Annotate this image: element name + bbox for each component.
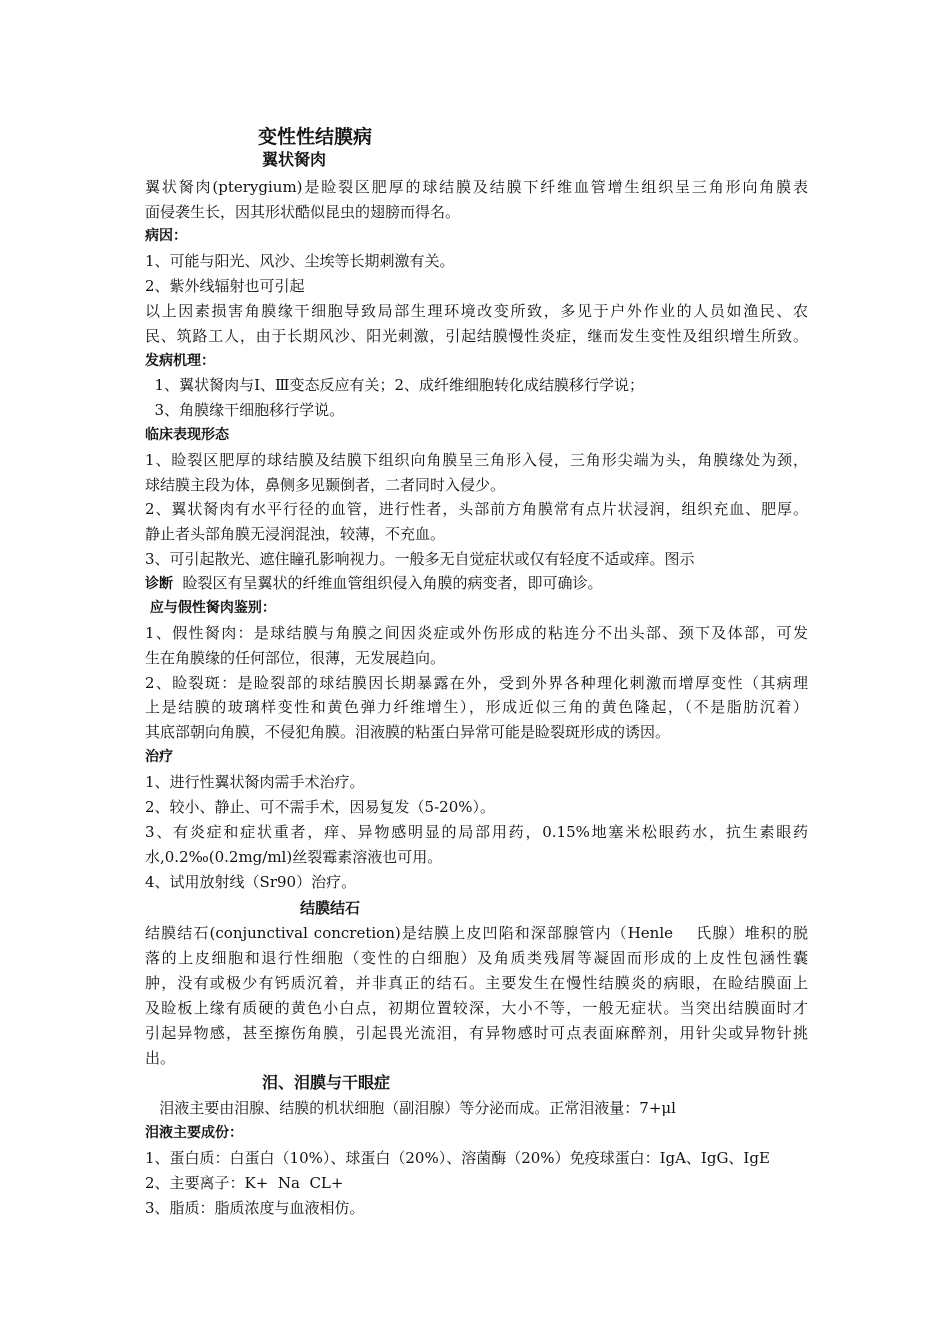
paragraph-line: 出。: [145, 1049, 176, 1067]
list-item: 1、蛋白质：白蛋白（10%）、球蛋白（20%）、溶菌酶（20%）免疫球蛋白：IgA、IgG、IgE: [145, 1149, 770, 1167]
list-item: 2、主要离子：K+ Na CL+: [145, 1174, 344, 1192]
paragraph-line: 2、睑裂斑：是睑裂部的球结膜因长期暴露在外，受到外界各种理化刺激而增厚变性（其病理: [145, 674, 808, 692]
paragraph-line: 以上因素损害角膜缘干细胞导致局部生理环境改变所致，多见于户外作业的人员如渔民、农: [145, 302, 808, 320]
paragraph-line: 及睑板上缘有质硬的黄色小白点，初期位置较深，大小不等，一般无症状。当突出结膜面时才: [145, 999, 808, 1017]
paragraph-line: 1、假性胬肉：是球结膜与角膜之间因炎症或外伤形成的粘连分不出头部、颈下及体部，可发: [145, 624, 808, 642]
list-item: 1、翼状胬肉与Ⅰ、Ⅲ变态反应有关；2、成纤维细胞转化成结膜移行学说；: [145, 376, 645, 394]
paragraph-line: 球结膜主段为体，鼻侧多见颞倒者，二者同时入侵少。: [145, 476, 506, 494]
paragraph-line: 2、翼状胬肉有水平行径的血管，进行性者，头部前方角膜常有点片状浸润，组织充血、肥厚。: [145, 500, 808, 518]
diagnosis-line: [145, 573, 603, 594]
clinical-label: 临床表现形态: [145, 427, 229, 443]
paragraph-line: 引起异物感，甚至擦伤角膜，引起畏光流泪，有异物感时可点表面麻醉剂，用针尖或异物针挑: [145, 1024, 808, 1042]
paragraph-line: 其底部朝向角膜，不侵犯角膜。泪液膜的粘蛋白异常可能是睑裂斑形成的诱因。: [145, 723, 671, 741]
cause-label: 病因：: [145, 228, 187, 244]
list-item: 3、角膜缘干细胞移行学说。: [145, 401, 345, 419]
paragraph-line: 静止者头部角膜无浸润混浊，较薄，不充血。: [145, 525, 446, 543]
paragraph-line: 翼状胬肉(pterygium)是睑裂区肥厚的球结膜及结膜下纤维血管增生组织呈三角形向角膜表: [145, 178, 808, 196]
list-item: 2、紫外线辐射也可引起: [145, 277, 305, 295]
paragraph-line: 泪液主要由泪腺、结膜的机状细胞（副泪腺）等分泌而成。正常泪液量：7+μl: [145, 1099, 676, 1117]
list-item: 水,0.2‰(0.2mg/ml)丝裂霉素溶液也可用。: [145, 848, 443, 866]
list-item: 2、较小、静止、可不需手术，因易复发（5-20%）。: [145, 798, 495, 816]
section-heading-tears: 泪、泪膜与干眼症: [262, 1073, 391, 1092]
section-heading-pterygium: 翼状胬肉: [262, 150, 327, 169]
paragraph-line: 民、筑路工人，由于长期风沙、阳光刺激，引起结膜慢性炎症，继而发生变性及组织增生所致。: [145, 327, 808, 345]
differential-label: 应与假性胬肉鉴别：: [145, 600, 276, 616]
treatment-label: 治疗: [145, 749, 173, 765]
diagnosis-label: 诊断: [145, 576, 173, 592]
list-item: 3、有炎症和症状重者，痒、异物感明显的局部用药，0.15%地塞米松眼药水，抗生素眼药: [145, 823, 808, 841]
paragraph-line: 上是结膜的玻璃样变性和黄色弹力纤维增生），形成近似三角的黄色隆起，（不是脂肪沉着）: [145, 698, 808, 716]
list-item: 4、试用放射线（Sr90）治疗。: [145, 873, 357, 891]
diagnosis-text: 睑裂区有呈翼状的纤维血管组织侵入角膜的病变者，即可确诊。: [173, 574, 603, 592]
list-item: 3、脂质：脂质浓度与血液相仿。: [145, 1199, 365, 1217]
mechanism-label: 发病机理：: [145, 353, 215, 369]
document-title: 变性性结膜病: [258, 126, 373, 148]
list-item: 1、可能与阳光、风沙、尘埃等长期刺激有关。: [145, 252, 455, 270]
list-item: 1、进行性翼状胬肉需手术治疗。: [145, 773, 365, 791]
paragraph-line: 肿，没有或极少有钙质沉着，并非真正的结石。主要发生在慢性结膜炎的病眼，在睑结膜面上: [145, 974, 808, 992]
paragraph-line: 1、睑裂区肥厚的球结膜及结膜下组织向角膜呈三角形入侵，三角形尖端为头，角膜缘处为颈，: [145, 451, 808, 469]
section-heading-concretion: 结膜结石: [300, 899, 361, 917]
paragraph-line: 落的上皮细胞和退行性细胞（变性的白细胞）及角质类残屑等凝固而形成的上皮性包涵性囊: [145, 949, 808, 967]
paragraph-line: 面侵袭生长，因其形状酷似昆虫的翅膀而得名。: [145, 203, 461, 221]
paragraph-line: 3、可引起散光、遮住瞳孔影响视力。一般多无自觉症状或仅有轻度不适或痒。图示: [145, 550, 695, 568]
composition-label: 泪液主要成份：: [145, 1125, 243, 1141]
paragraph-line: 结膜结石(conjunctival concretion)是结膜上皮凹陷和深部腺管内（Henle 氏腺）堆积的脱: [145, 924, 808, 942]
paragraph-line: 生在角膜缘的任何部位，很薄，无发展趋向。: [145, 649, 446, 667]
